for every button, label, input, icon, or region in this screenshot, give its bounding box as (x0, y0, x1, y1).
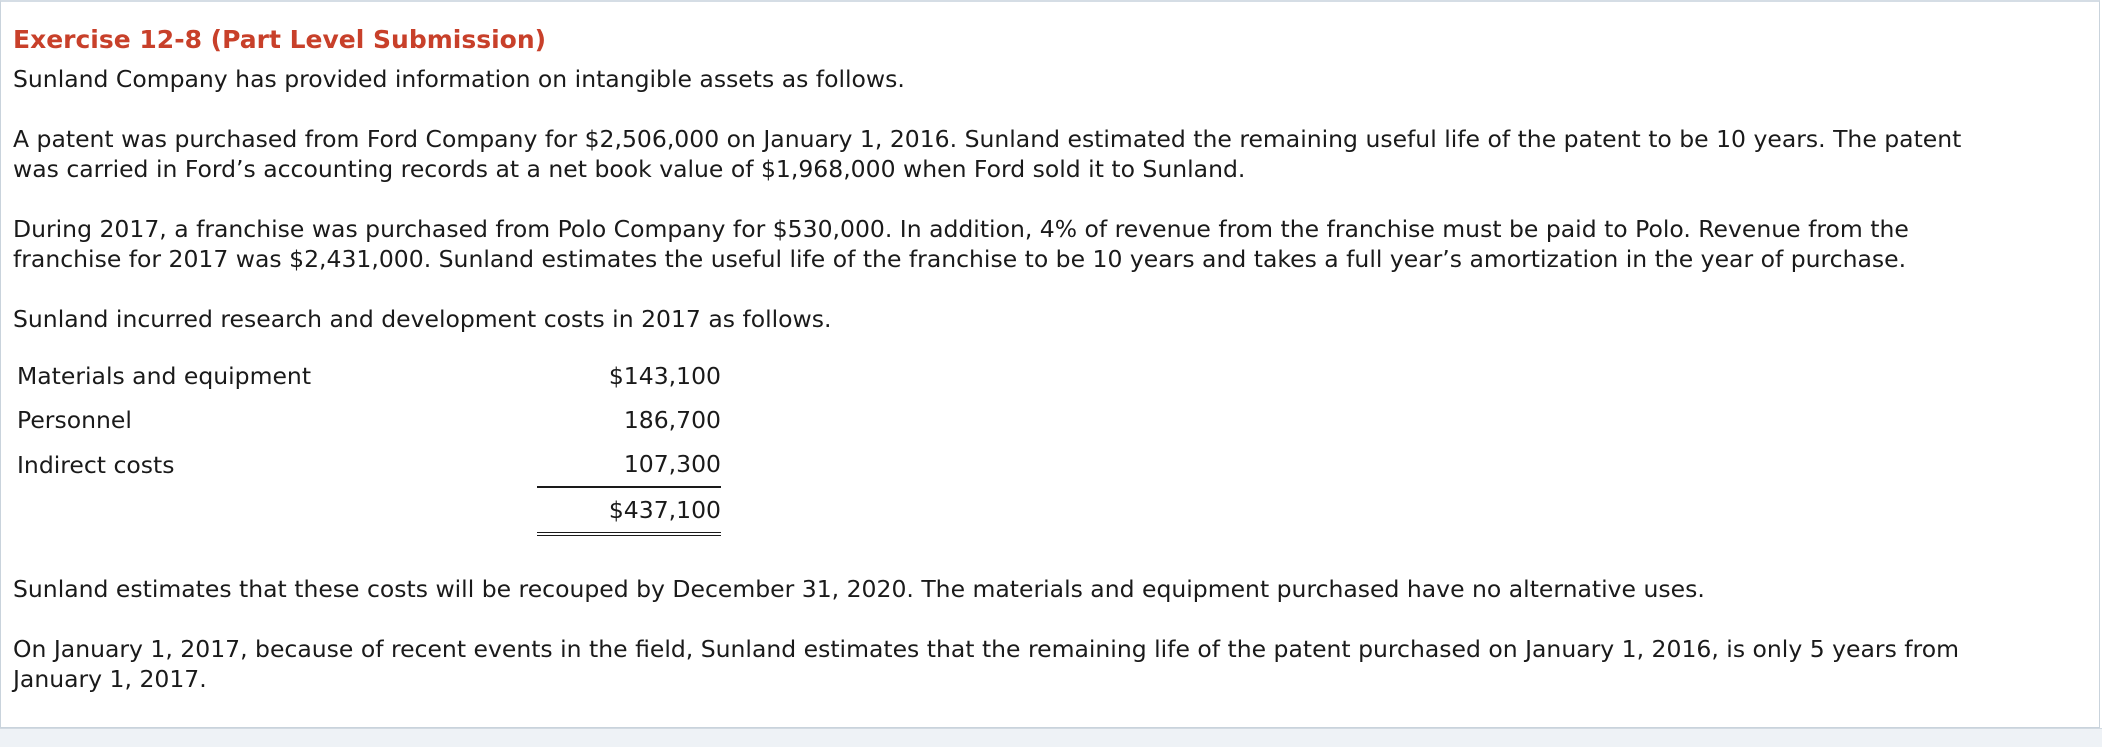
table-row (17, 354, 721, 398)
patent-revision-line-1: On January 1, 2017, because of recent events in the field, Sunland estimates that the remaining life of the patent purchased on January 1, 2016, is only 5 years from (13, 635, 1959, 663)
franchise-paragraph-line-2: franchise for 2017 was $2,431,000. Sunland estimates the useful life of the franchise to be 10 years and takes a full year’s amortization in the year of purchase. (13, 245, 1907, 273)
patent-paragraph-line-2: was carried in Ford’s accounting records at a net book value of $1,968,000 when Ford sold it to Sunland. (13, 155, 1246, 183)
table-row (17, 398, 721, 442)
exercise-title: Exercise 12-8 (Part Level Submission) (13, 25, 547, 54)
rd-intro-text: Sunland incurred research and development costs in 2017 as follows. (13, 305, 832, 333)
rd-cost-total: $437,100 (537, 487, 721, 534)
rd-cost-amount: $143,100 (608, 362, 721, 390)
table-row (17, 442, 721, 487)
rd-cost-amount: 107,300 (537, 442, 721, 487)
bottom-border-strip (0, 728, 2102, 747)
exercise-content (13, 22, 2073, 694)
intro-text: Sunland Company has provided information on intangible assets as follows. (13, 65, 905, 93)
franchise-paragraph-line-1: During 2017, a franchise was purchased from Polo Company for $530,000. In addition, 4% of revenue from the franchise must be paid to Polo. Revenue from the (13, 215, 1909, 243)
patent-paragraph (13, 124, 2073, 184)
table-row-total (17, 487, 721, 534)
patent-revision-paragraph (13, 634, 2073, 694)
rd-cost-label: Personnel (17, 406, 132, 434)
rd-total-label-spacer (17, 487, 537, 534)
recoup-text: Sunland estimates that these costs will be recouped by December 31, 2020. The materials and equipment purchased have no alternative uses. (13, 575, 1705, 603)
rd-cost-label: Indirect costs (17, 450, 175, 479)
rd-cost-amount: 186,700 (623, 406, 721, 434)
patent-revision-line-2: January 1, 2017. (13, 665, 207, 693)
rd-cost-label: Materials and equipment (17, 362, 312, 390)
patent-paragraph-line-1: A patent was purchased from Ford Company for $2,506,000 on January 1, 2016. Sunland estimated the remaining useful life of the patent to be 10 years. The patent (13, 125, 1962, 153)
franchise-paragraph (13, 214, 2073, 274)
rd-costs-table (17, 354, 721, 536)
